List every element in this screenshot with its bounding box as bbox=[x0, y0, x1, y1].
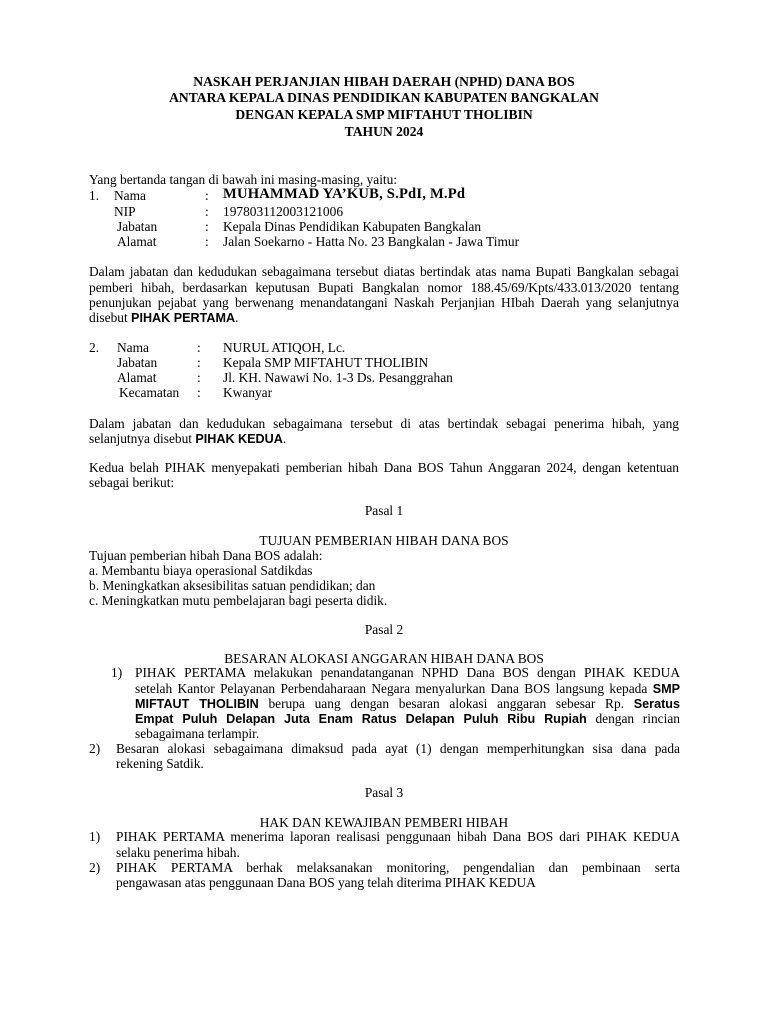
pasal2-heading: BESARAN ALOKASI ANGGARAN HIBAH DANA BOS bbox=[224, 651, 544, 666]
pasal2-item1-line-2-text: setelah Kantor Pelayanan Perbendaharaan Negara menyalurkan Dana BOS langsung kepada bbox=[135, 681, 648, 696]
party2-jabatan-colon: : bbox=[197, 355, 201, 370]
school-name-emphasis: MIFTAUT THOLIBIN bbox=[135, 697, 259, 711]
amount-emphasis-words: Empat Puluh Delapan Juta Enam Ratus Delapan Puluh Ribu Rupiah bbox=[135, 712, 587, 726]
pasal1-lead: Tujuan pemberian hibah Dana BOS adalah: bbox=[89, 548, 323, 563]
intro-text: Yang bertanda tangan di bawah ini masing-masing, yaitu: bbox=[89, 172, 398, 187]
pasal2-item1-line-5: sebagaimana terlampir. bbox=[135, 726, 260, 741]
party2-name-colon: : bbox=[197, 340, 201, 355]
party1-number: 1. bbox=[89, 188, 100, 203]
para2-line-1: Dalam jabatan dan kedudukan sebagaimana tersebut di atas bertindak sebagai penerima hibah, yang bbox=[89, 416, 679, 431]
party1-alamat-value: Jalan Soekarno - Hatta No. 23 Bangkalan - Jawa Timur bbox=[223, 234, 520, 249]
title-line-1: NASKAH PERJANJIAN HIBAH DAERAH (NPHD) DANA BOS bbox=[193, 74, 575, 89]
party2-name-label: Nama bbox=[117, 340, 149, 355]
party2-jabatan-value: Kepala SMP MIFTAHUT THOLIBIN bbox=[223, 355, 429, 370]
pasal1-item-b: b. Meningkatkan aksesibilitas satuan pendidikan; dan bbox=[89, 578, 376, 593]
para3-line-2: sebagai berikut: bbox=[89, 475, 175, 490]
party2-kecamatan-label: Kecamatan bbox=[119, 385, 180, 400]
pasal3-item2-number: 2) bbox=[89, 860, 101, 875]
party1-nip-label: NIP bbox=[114, 204, 136, 219]
party1-jabatan-label: Jabatan bbox=[117, 219, 158, 234]
para2-line-2-prefix: selanjutnya disebut bbox=[89, 431, 193, 446]
para1-line-2: pemberi hibah, berdasarkan keputusan Bupati Bangkalan nomor 188.45/69/Kpts/433.013/2020 tentang bbox=[89, 280, 679, 295]
smp-emphasis: SMP bbox=[652, 682, 680, 696]
pasal2-item1-line-3-text: berupa uang dengan besaran alokasi anggaran sebesar Rp. bbox=[268, 696, 625, 711]
pasal2-item1-line-1: PIHAK PERTAMA melakukan penandatanganan NPHD Dana BOS dengan PIHAK KEDUA bbox=[135, 665, 680, 680]
party1-nip-value: 197803112003121006 bbox=[223, 204, 344, 219]
party2-alamat-colon: : bbox=[197, 370, 201, 385]
party2-jabatan-label: Jabatan bbox=[117, 355, 158, 370]
party1-name-value: MUHAMMAD YA’KUB, S.PdI, M.Pd bbox=[223, 186, 466, 202]
title-line-4: TAHUN 2024 bbox=[344, 124, 424, 139]
title-line-2: ANTARA KEPALA DINAS PENDIDIKAN KABUPATEN BANGKALAN bbox=[169, 90, 599, 105]
party1-alamat-label: Alamat bbox=[117, 234, 157, 249]
pasal2-item1-line-4-text: dengan rincian bbox=[595, 711, 680, 726]
pihak-pertama-emphasis: PIHAK PERTAMA bbox=[131, 311, 236, 325]
pasal2-item1-line-4 bbox=[135, 711, 680, 727]
para2-line-2-suffix: . bbox=[282, 431, 287, 446]
para1-line-4 bbox=[89, 310, 238, 326]
pasal3-item1-line-1: PIHAK PERTAMA menerima laporan realisasi penggunaan hibah Dana BOS dari PIHAK KEDUA bbox=[116, 829, 680, 844]
amount-emphasis-start: Seratus bbox=[633, 697, 680, 711]
pasal3-heading: HAK DAN KEWAJIBAN PEMBERI HIBAH bbox=[259, 815, 509, 830]
pasal1-heading: TUJUAN PEMBERIAN HIBAH DANA BOS bbox=[259, 533, 509, 548]
party1-jabatan-value: Kepala Dinas Pendidikan Kabupaten Bangkalan bbox=[223, 219, 482, 234]
para1-line-4-prefix: disebut bbox=[89, 310, 128, 325]
party1-name-colon: : bbox=[205, 188, 209, 203]
pasal1-label: Pasal 1 bbox=[364, 503, 404, 518]
party2-number: 2. bbox=[89, 340, 100, 355]
title-line-3: DENGAN KEPALA SMP MIFTAHUT THOLIBIN bbox=[235, 107, 533, 122]
party2-alamat-label: Alamat bbox=[117, 370, 157, 385]
pihak-kedua-emphasis: PIHAK KEDUA bbox=[195, 432, 283, 446]
pasal2-item1-line-3 bbox=[135, 696, 680, 712]
pasal3-item2-line-2: pengawasan atas penggunaan Dana BOS yang telah diterima PIHAK KEDUA bbox=[116, 875, 536, 890]
party1-nip-colon: : bbox=[205, 204, 209, 219]
party2-kecamatan-value: Kwanyar bbox=[223, 385, 273, 400]
pasal2-item1-line-2 bbox=[135, 681, 680, 697]
pasal2-item2-line-1: Besaran alokasi sebagaimana dimaksud pada ayat (1) dengan memperhitungkan sisa dana pada bbox=[116, 741, 680, 756]
party1-name-label: Nama bbox=[114, 188, 146, 203]
party2-kecamatan-colon: : bbox=[197, 385, 201, 400]
para1-line-4-suffix: . bbox=[235, 310, 239, 325]
pasal1-item-a: a. Membantu biaya operasional Satdikdas bbox=[89, 563, 313, 578]
pasal2-item1-number: 1) bbox=[111, 665, 123, 680]
party1-jabatan-colon: : bbox=[205, 219, 209, 234]
pasal2-item2-number: 2) bbox=[89, 741, 101, 756]
pasal3-item1-number: 1) bbox=[89, 829, 101, 844]
pasal3-item2-line-1: PIHAK PERTAMA berhak melaksanakan monitoring, pengendalian dan pembinaan serta bbox=[116, 860, 680, 875]
para3-line-1: Kedua belah PIHAK menyepakati pemberian hibah Dana BOS Tahun Anggaran 2024, dengan ketentuan bbox=[89, 460, 679, 475]
pasal2-item2-line-2: rekening Satdik. bbox=[116, 756, 204, 771]
party1-alamat-colon: : bbox=[205, 234, 209, 249]
para1-line-1: Dalam jabatan dan kedudukan sebagaimana tersebut diatas bertindak atas nama Bupati Bangkalan sebagai bbox=[89, 264, 679, 279]
pasal1-item-c: c. Meningkatkan mutu pembelajaran bagi peserta didik. bbox=[89, 593, 388, 608]
party2-alamat-value: Jl. KH. Nawawi No. 1-3 Ds. Pesanggrahan bbox=[223, 370, 453, 385]
party2-name-value: NURUL ATIQOH, Lc. bbox=[223, 340, 346, 355]
para2-line-2 bbox=[89, 431, 286, 447]
para1-line-3: penunjukan pejabat yang berwenang menandatangani Naskah Perjanjian HIbah Daerah yang selanjutnya bbox=[89, 295, 679, 310]
pasal2-label: Pasal 2 bbox=[364, 622, 404, 637]
pasal3-item1-line-2: selaku penerima hibah. bbox=[116, 845, 240, 860]
pasal3-label: Pasal 3 bbox=[364, 785, 404, 800]
